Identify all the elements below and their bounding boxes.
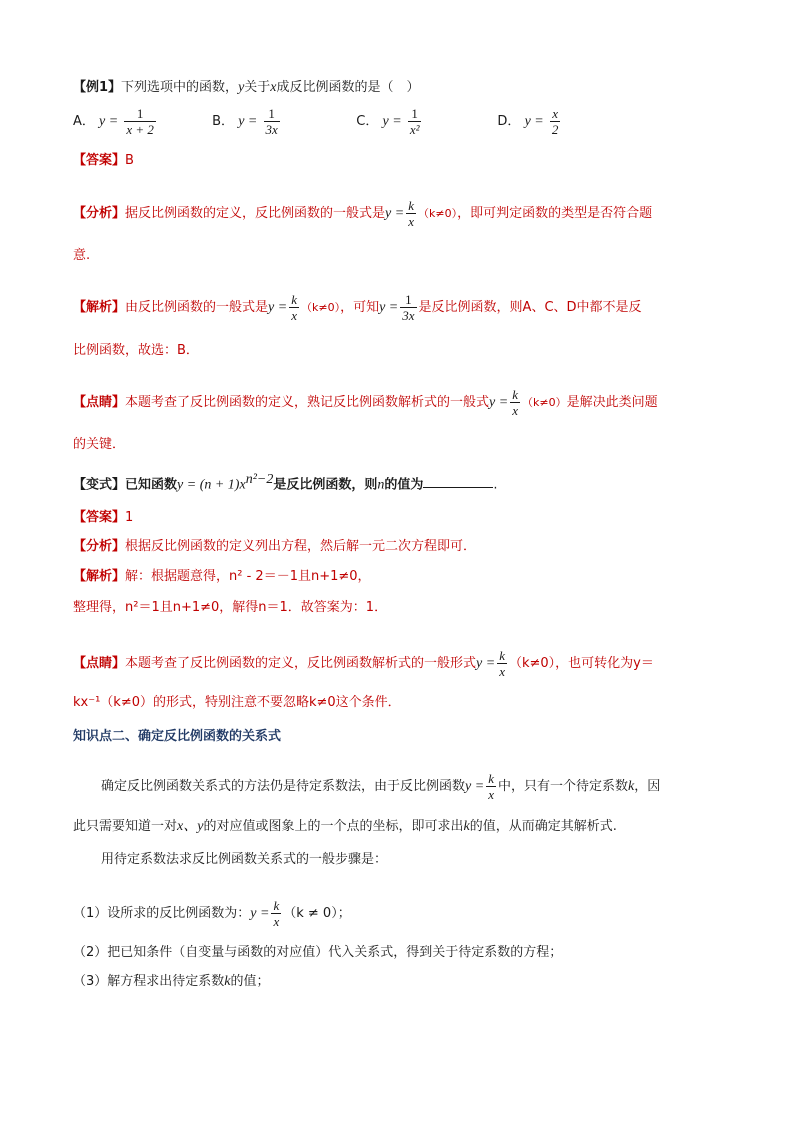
formula-lhs: y = xyxy=(268,300,288,315)
denominator: x² xyxy=(409,122,420,137)
variant-text-end: 的值为 xyxy=(384,477,424,493)
var-k: k xyxy=(463,819,470,834)
example1-tag: 【例1】 xyxy=(73,80,122,95)
k-over-x xyxy=(510,387,520,418)
question-text: 下列选项中的函数， xyxy=(121,80,239,95)
one-over-3x xyxy=(400,292,416,323)
step3 xyxy=(73,974,270,990)
solution-text: 解：根据题意得，n² - 2＝－1且n+1≠0， xyxy=(125,569,371,584)
denominator: x xyxy=(499,664,505,679)
variant-analysis xyxy=(73,539,476,555)
var-n: n xyxy=(377,477,385,493)
option-b xyxy=(212,106,352,137)
formula-lhs: y = xyxy=(465,779,485,794)
formula-lhs: y = xyxy=(476,656,496,671)
analysis-text-end: ，即可判定函数的类型是否符合题 xyxy=(457,206,653,221)
example1-analysis xyxy=(73,198,652,229)
variant-comment xyxy=(73,648,654,679)
option-label: B． xyxy=(212,114,235,129)
p1-text-mid: 中，只有一个待定系数 xyxy=(497,779,628,794)
variant-text: 已知函数 xyxy=(125,477,178,493)
option-a xyxy=(73,106,208,137)
denominator: x + 2 xyxy=(126,122,154,137)
variant-answer xyxy=(73,510,133,526)
solution-text: 由反比例函数的一般式是 xyxy=(125,300,269,315)
comment-tag: 【点睛】 xyxy=(73,656,126,671)
option-label: A． xyxy=(73,114,95,129)
denominator: 3x xyxy=(402,308,415,323)
comment-text: 本题考查了反比例函数的定义，熟记反比例函数解析式的一般式 xyxy=(125,395,490,410)
option-label: C． xyxy=(356,114,379,129)
option-fraction xyxy=(264,106,280,137)
denominator: x xyxy=(408,214,414,229)
numerator: k xyxy=(499,648,505,663)
solution-tag: 【解析】 xyxy=(73,300,126,315)
example1-options xyxy=(73,106,562,137)
k-over-x xyxy=(486,771,496,802)
k-over-x xyxy=(271,898,281,929)
section2-p3: 用待定系数法求反比例函数关系式的一般步骤是： xyxy=(101,852,388,867)
option-fraction xyxy=(408,106,422,137)
variant-exponent: n²−2 xyxy=(245,472,274,487)
variant-text-mid: 是反比例函数，则 xyxy=(273,477,378,493)
var-k: k xyxy=(627,779,635,794)
solution-text-mid: ，可知 xyxy=(340,300,380,315)
step2: （2）把已知条件（自变量与函数的对应值）代入关系式，得到关于待定系数的方程； xyxy=(73,945,563,960)
analysis-tag: 【分析】 xyxy=(73,539,126,554)
denominator: x xyxy=(512,403,518,418)
p2-text-end: 的值，从而确定其解析式. xyxy=(469,819,617,834)
analysis-line2: 意. xyxy=(73,248,91,263)
denominator: 2 xyxy=(551,122,559,137)
p1-text: 确定反比例函数关系式的方法仍是待定系数法，由于反比例函数 xyxy=(101,779,466,794)
k-not-zero: （k≠0） xyxy=(300,301,341,314)
denominator: x xyxy=(291,308,297,323)
question-text-mid: 关于 xyxy=(244,80,271,95)
denominator: x xyxy=(488,787,494,802)
numerator: 1 xyxy=(136,106,144,121)
formula-lhs: y = xyxy=(489,395,509,410)
numerator: 1 xyxy=(411,106,418,121)
numerator: k xyxy=(512,387,518,402)
example1-comment xyxy=(73,387,658,418)
numerator: 1 xyxy=(405,292,412,307)
solution-line2: 比例函数，故选：B． xyxy=(73,343,199,358)
variant-question xyxy=(73,472,498,493)
option-c xyxy=(356,106,493,137)
formula-lhs: y = xyxy=(379,300,399,315)
k-over-x xyxy=(406,198,416,229)
numerator: 1 xyxy=(268,106,275,121)
option-label: D． xyxy=(497,114,521,129)
p1-text-end: ，因 xyxy=(634,779,661,794)
k-over-x xyxy=(497,648,507,679)
option-fraction xyxy=(124,106,156,137)
var-xy: x、y xyxy=(177,819,204,834)
section2-p2 xyxy=(73,819,617,835)
step1-text-end: （k ≠ 0）； xyxy=(283,906,351,921)
example1-question xyxy=(73,80,420,96)
option-fraction xyxy=(550,106,561,137)
example1-answer xyxy=(73,153,134,169)
numerator: k xyxy=(291,292,297,307)
formula-lhs: y = xyxy=(385,206,405,221)
comment-text-end: （k≠0），也可转化为y＝ xyxy=(508,656,654,671)
formula-lhs: y = xyxy=(250,906,270,921)
step1-text: （1）设所求的反比例函数为： xyxy=(73,906,251,921)
numerator: x xyxy=(552,106,559,121)
solution-line2: 整理得，n²＝1且n+1≠0，解得n＝1．故答案为：1． xyxy=(73,600,388,615)
denominator: x xyxy=(273,914,280,929)
k-not-zero: （k≠0） xyxy=(417,207,458,220)
analysis-tag: 【分析】 xyxy=(73,206,126,221)
question-text-end: 成反比例函数的是（ ） xyxy=(276,80,420,95)
variant-formula: y = (n + 1)x xyxy=(177,477,246,493)
numerator: k xyxy=(273,898,280,913)
solution-tag: 【解析】 xyxy=(73,569,126,584)
comment-text: 本题考查了反比例函数的定义，反比例函数解析式的一般形式 xyxy=(125,656,477,671)
section2-p1 xyxy=(101,771,660,802)
p2-text-mid: 的对应值或图象上的一个点的坐标，即可求出 xyxy=(203,819,464,834)
answer-tag: 【答案】 xyxy=(73,510,126,525)
k-not-zero: （k≠0） xyxy=(521,396,567,409)
option-lhs: y = xyxy=(382,114,402,129)
step1 xyxy=(73,898,351,929)
solution-text-end: 是反比例函数，则A、C、D中都不是反 xyxy=(418,300,642,315)
answer-value: 1 xyxy=(125,510,134,525)
analysis-text: 据反比例函数的定义，反比例函数的一般式是 xyxy=(125,206,386,221)
numerator: k xyxy=(488,771,494,786)
var-y: y xyxy=(238,80,245,95)
step3-text-end: 的值； xyxy=(230,974,270,989)
var-x: x xyxy=(270,80,277,95)
p2-text: 此只需要知道一对 xyxy=(73,819,178,834)
denominator: 3x xyxy=(265,122,278,137)
answer-tag: 【答案】 xyxy=(73,153,126,168)
option-d xyxy=(497,106,562,137)
example1-solution xyxy=(73,292,642,323)
comment-line2: 的关键． xyxy=(73,437,126,452)
comment-text-end: 是解决此类问题 xyxy=(566,395,658,410)
comment-line2: kx⁻¹（k≠0）的形式，特别注意不要忽略k≠0这个条件． xyxy=(73,695,401,710)
variant-tag: 【变式】 xyxy=(73,477,126,493)
comment-tag: 【点睛】 xyxy=(73,395,126,410)
var-k: k xyxy=(224,974,231,989)
option-lhs: y = xyxy=(238,114,258,129)
numerator: k xyxy=(408,198,414,213)
section-heading: 知识点二、确定反比例函数的关系式 xyxy=(73,729,282,744)
step3-text: （3）解方程求出待定系数 xyxy=(73,974,225,989)
analysis-text: 根据反比例函数的定义列出方程，然后解一元二次方程即可． xyxy=(125,539,477,554)
variant-period: . xyxy=(493,477,498,493)
option-lhs: y = xyxy=(99,114,119,129)
answer-blank xyxy=(423,475,493,488)
k-over-x xyxy=(289,292,299,323)
variant-solution xyxy=(73,569,371,585)
answer-value: B xyxy=(125,153,134,168)
option-lhs: y = xyxy=(524,114,544,129)
